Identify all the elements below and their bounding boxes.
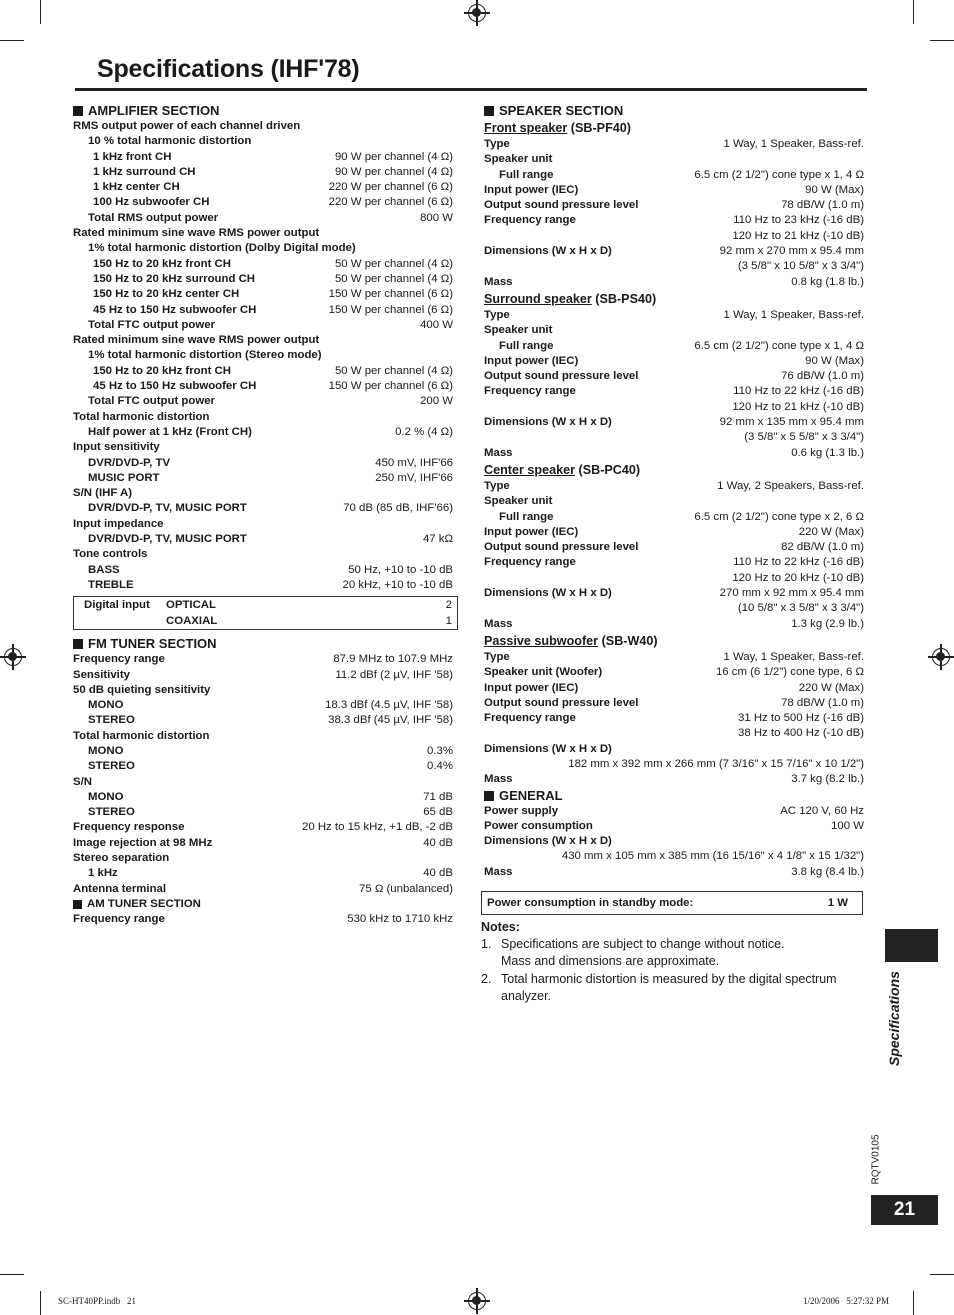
spec-label: 1% total harmonic distortion (Stereo mode)	[88, 349, 322, 362]
spec-row: Frequency range 110 Hz to 22 kHz (-16 dB)	[484, 556, 864, 569]
notes	[481, 919, 869, 1005]
spec-row: DVR/DVD-P, TV 450 mV, IHF'66	[88, 456, 453, 469]
spec-row: 45 Hz to 150 Hz subwoofer CH 150 W per channel (6 Ω)	[93, 380, 453, 393]
spec-row: Output sound pressure level 76 dB/W (1.0 m)	[484, 370, 864, 383]
notes-heading: Notes:	[481, 920, 520, 934]
spec-row: Power consumption 100 W	[484, 819, 864, 832]
square-bullet-icon	[484, 791, 494, 801]
spec-label: 1% total harmonic distortion (Dolby Digital mode)	[88, 242, 356, 255]
spec-row: Frequency response 20 Hz to 15 kHz, +1 dB, -2 dB	[73, 821, 453, 834]
standby-label: Power consumption in standby mode:	[487, 897, 694, 909]
spec-label: Speaker unit	[484, 153, 553, 166]
page-title: Specifications (IHF'78)	[97, 55, 360, 83]
spec-row: STEREO 38.3 dBf (45 µV, IHF '58)	[88, 714, 453, 727]
spec-row: STEREO 65 dB	[88, 806, 453, 819]
spec-row: MONO 71 dB	[88, 790, 453, 803]
spec-row: 120 Hz to 20 kHz (-10 dB)	[732, 571, 864, 584]
crop-mark	[913, 1291, 914, 1315]
spec-row: Input power (IEC) 220 W (Max)	[484, 525, 864, 538]
spec-row: 150 Hz to 20 kHz front CH 50 W per channel (4 Ω)	[93, 257, 453, 270]
surround-speaker-title: Surround speaker (SB-PS40)	[484, 291, 657, 306]
spec-row: Image rejection at 98 MHz 40 dB	[73, 836, 453, 849]
spec-row: 1 kHz surround CH 90 W per channel (4 Ω)	[93, 165, 453, 178]
title-rule	[75, 88, 867, 91]
spec-row: Total FTC output power 200 W	[88, 395, 453, 408]
square-bullet-icon	[73, 106, 83, 116]
general-section-heading: GENERAL	[484, 788, 864, 804]
am-tuner-section-heading: AM TUNER SECTION	[73, 897, 453, 912]
center-speaker-title: Center speaker (SB-PC40)	[484, 462, 641, 477]
front-speaker-title: Front speaker (SB-PF40)	[484, 121, 631, 135]
spec-row: Full range 6.5 cm (2 1/2") cone type x 1, 4 Ω	[499, 168, 864, 181]
spec-row: Frequency range 110 Hz to 23 kHz (-16 dB)	[484, 214, 864, 227]
spec-label: Rated minimum sine wave RMS power output	[73, 334, 320, 347]
spec-label: Tone controls	[73, 548, 148, 561]
spec-row: 120 Hz to 21 kHz (-10 dB)	[732, 400, 864, 413]
spec-row: 100 Hz subwoofer CH 220 W per channel (6 Ω)	[93, 196, 453, 209]
side-section-label: Specifications	[886, 971, 902, 1066]
spec-label: Input sensitivity	[73, 441, 160, 454]
amplifier-section-heading: AMPLIFIER SECTION	[73, 103, 453, 119]
spec-row: 1 kHz center CH 220 W per channel (6 Ω)	[93, 181, 453, 194]
registration-mark-icon	[4, 648, 22, 666]
square-bullet-icon	[484, 106, 494, 116]
spec-row: COAXIAL 1	[166, 615, 452, 628]
spec-row: 430 mm x 105 mm x 385 mm (16 15/16" x 4 1/8" x 15 1/32")	[561, 850, 864, 863]
digital-input-box	[73, 596, 458, 630]
spec-row: Mass 0.6 kg (1.3 lb.)	[484, 446, 864, 459]
spec-row: DVR/DVD-P, TV, MUSIC PORT 70 dB (85 dB, IHF'66)	[88, 502, 453, 515]
spec-row: Frequency range 31 Hz to 500 Hz (-16 dB)	[484, 712, 864, 725]
spec-row: Total FTC output power 400 W	[88, 318, 453, 331]
spec-row: DVR/DVD-P, TV, MUSIC PORT 47 kΩ	[88, 533, 453, 546]
page-number: 21	[871, 1195, 938, 1225]
spec-row: 150 Hz to 20 kHz center CH 150 W per channel (6 Ω)	[93, 288, 453, 301]
spec-row: Dimensions (W x H x D) 270 mm x 92 mm x 95.4 mm	[484, 587, 864, 600]
spec-row: (3 5/8" x 5 5/8" x 3 3/4")	[744, 431, 864, 444]
footer-timestamp: 1/20/2006 5:27:32 PM	[803, 1296, 890, 1306]
spec-label: S/N	[73, 775, 92, 788]
spec-row: MONO 0.3%	[88, 744, 453, 757]
spec-row: Dimensions (W x H x D) 92 mm x 270 mm x 95.4 mm	[484, 245, 864, 258]
spec-row: Input power (IEC) 90 W (Max)	[484, 354, 864, 367]
crop-mark	[913, 0, 914, 24]
spec-label: Speaker unit	[484, 495, 553, 508]
spec-row: Type 1 Way, 1 Speaker, Bass-ref.	[484, 308, 864, 321]
spec-label: Total harmonic distortion	[73, 410, 210, 423]
spec-row: Mass 3.8 kg (8.4 lb.)	[484, 865, 864, 878]
crop-mark	[0, 40, 24, 41]
right-column	[484, 103, 864, 880]
spec-row: Frequency range 530 kHz to 1710 kHz	[73, 913, 453, 926]
spec-row: Speaker unit (Woofer) 16 cm (6 1/2") cone type, 6 Ω	[484, 666, 864, 679]
spec-row: 150 Hz to 20 kHz surround CH 50 W per channel (4 Ω)	[93, 272, 453, 285]
spec-label: Total harmonic distortion	[73, 729, 210, 742]
spec-row: Dimensions (W x H x D) 92 mm x 135 mm x 95.4 mm	[484, 416, 864, 429]
spec-row: TREBLE 20 kHz, +10 to -10 dB	[88, 578, 453, 591]
document-code: RQTV0105	[870, 1134, 882, 1185]
spec-row: Output sound pressure level 78 dB/W (1.0 m)	[484, 696, 864, 709]
left-column	[73, 103, 453, 928]
spec-row: Input power (IEC) 220 W (Max)	[484, 681, 864, 694]
spec-row: Type 1 Way, 1 Speaker, Bass-ref.	[484, 650, 864, 663]
fm-tuner-section-heading: FM TUNER SECTION	[73, 636, 453, 652]
spec-row: Mass 1.3 kg (2.9 lb.)	[484, 617, 864, 630]
spec-label: Stereo separation	[73, 852, 170, 865]
spec-label: Input impedance	[73, 517, 164, 530]
spec-row: Type 1 Way, 2 Speakers, Bass-ref.	[484, 479, 864, 492]
spec-row: Output sound pressure level 82 dB/W (1.0 m)	[484, 541, 864, 554]
square-bullet-icon	[73, 639, 83, 649]
registration-mark-icon	[468, 4, 486, 22]
spec-row: Sensitivity 11.2 dBf (2 µV, IHF '58)	[73, 668, 453, 681]
spec-row: 45 Hz to 150 Hz subwoofer CH 150 W per channel (6 Ω)	[93, 303, 453, 316]
crop-mark	[930, 40, 954, 41]
spec-row: 1 kHz 40 dB	[88, 867, 453, 880]
subwoofer-title: Passive subwoofer (SB-W40)	[484, 633, 658, 648]
spec-row: Input power (IEC) 90 W (Max)	[484, 183, 864, 196]
spec-label: Dimensions (W x H x D)	[484, 742, 612, 755]
spec-row: (3 5/8" x 10 5/8" x 3 3/4")	[737, 260, 864, 273]
note-item: 1. Specifications are subject to change without notice. Mass and dimensions are approximate.	[481, 937, 785, 969]
crop-mark	[40, 1291, 41, 1315]
spec-row: 150 Hz to 20 kHz front CH 50 W per channel (4 Ω)	[93, 364, 453, 377]
spec-row: MUSIC PORT 250 mV, IHF'66	[88, 471, 453, 484]
spec-label: 10 % total harmonic distortion	[88, 135, 252, 148]
spec-row: 38 Hz to 400 Hz (-10 dB)	[738, 727, 864, 740]
spec-row: Type 1 Way, 1 Speaker, Bass-ref.	[484, 138, 864, 150]
spec-row: Mass 3.7 kg (8.2 lb.)	[484, 773, 864, 786]
spec-row: Full range 6.5 cm (2 1/2") cone type x 1, 4 Ω	[499, 339, 864, 352]
spec-label: Dimensions (W x H x D)	[484, 835, 612, 848]
crop-mark	[930, 1274, 954, 1275]
spec-row: Power supply AC 120 V, 60 Hz	[484, 804, 864, 817]
spec-row: Frequency range 110 Hz to 22 kHz (-16 dB)	[484, 385, 864, 398]
spec-row: Mass 0.8 kg (1.8 lb.)	[484, 275, 864, 288]
spec-label: 50 dB quieting sensitivity	[73, 683, 211, 696]
speaker-section-heading: SPEAKER SECTION	[484, 103, 864, 119]
square-bullet-icon	[73, 900, 82, 909]
section-tab	[885, 929, 938, 962]
crop-mark	[40, 0, 41, 24]
spec-row: Total RMS output power 800 W	[88, 211, 453, 224]
spec-label: Speaker unit	[484, 324, 553, 337]
registration-mark-icon	[468, 1292, 486, 1310]
spec-label: RMS output power of each channel driven	[73, 120, 301, 132]
spec-row: Frequency range 87.9 MHz to 107.9 MHz	[73, 653, 453, 666]
registration-mark-icon	[932, 648, 950, 666]
spec-label: S/N (IHF A)	[73, 487, 133, 500]
note-item: 2. Total harmonic distortion is measured by the digital spectrum analyzer.	[481, 971, 837, 1003]
spec-row: Digital input OPTICAL 2	[84, 599, 452, 612]
spec-row: (10 5/8" x 3 5/8" x 3 3/4")	[737, 602, 864, 615]
spec-row: Full range 6.5 cm (2 1/2") cone type x 2, 6 Ω	[499, 510, 864, 523]
spec-row: BASS 50 Hz, +10 to -10 dB	[88, 563, 453, 576]
spec-row: 1 kHz front CH 90 W per channel (4 Ω)	[93, 150, 453, 163]
spec-row: MONO 18.3 dBf (4.5 µV, IHF '58)	[88, 699, 453, 712]
spec-row: Half power at 1 kHz (Front CH) 0.2 % (4 Ω)	[88, 425, 453, 438]
spec-label: Rated minimum sine wave RMS power output	[73, 227, 320, 240]
crop-mark	[0, 1274, 24, 1275]
spec-row: 182 mm x 392 mm x 266 mm (7 3/16" x 15 7/16" x 10 1/2")	[568, 757, 864, 770]
spec-row: Antenna terminal 75 Ω (unbalanced)	[73, 882, 453, 895]
spec-row: 120 Hz to 21 kHz (-10 dB)	[732, 229, 864, 242]
spec-row: STEREO 0.4%	[88, 760, 453, 773]
standby-value: 1 W	[827, 897, 848, 909]
footer-file-label: SC-HT40PP.indb 21	[58, 1296, 137, 1306]
spec-row: Output sound pressure level 78 dB/W (1.0 m)	[484, 199, 864, 212]
standby-power-box	[481, 891, 863, 915]
